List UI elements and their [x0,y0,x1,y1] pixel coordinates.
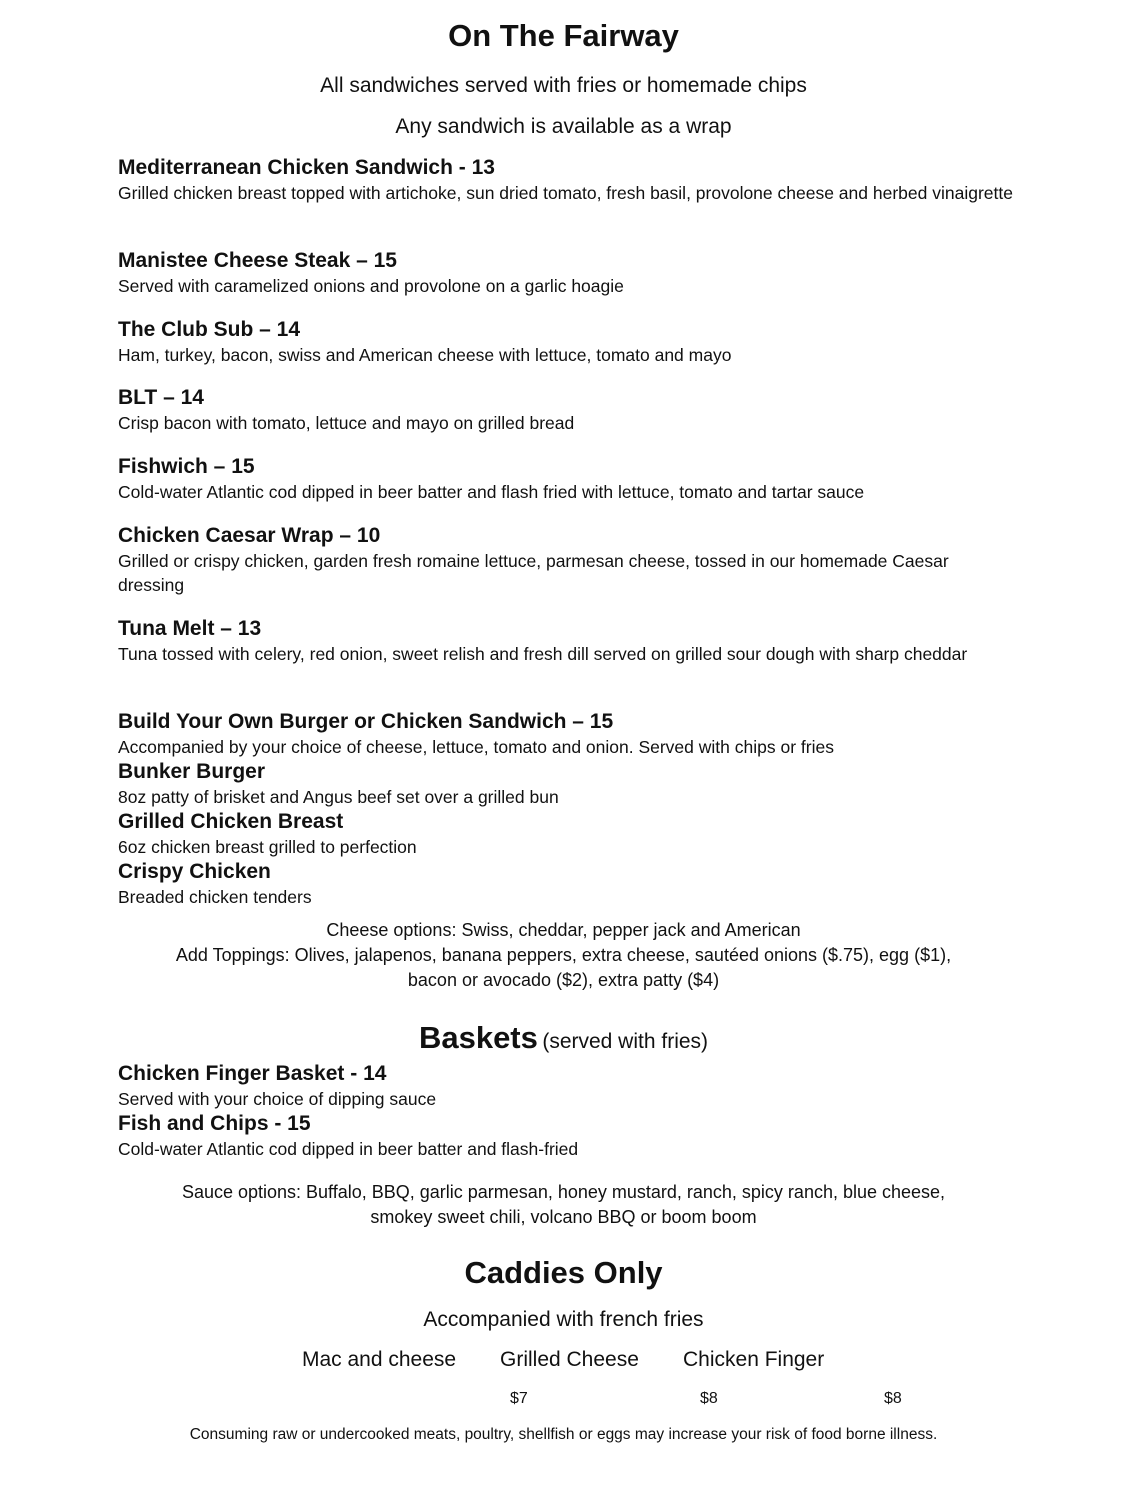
subtitle-wrap: Any sandwich is available as a wrap [395,115,732,138]
menu-item [118,248,1018,298]
caddy-price: $8 [700,1390,718,1407]
option-name: Grilled Chicken Breast [118,810,344,833]
option-description: 6oz chicken breast grilled to perfection [118,837,417,857]
item-description: Ham, turkey, bacon, swiss and American cheese with lettuce, tomato and mayo [118,345,732,365]
item-description: Served with caramelized onions and provolone on a garlic hoagie [118,276,624,296]
item-name: Chicken Finger Basket - 14 [118,1062,387,1085]
item-name: Fishwich – 15 [118,455,255,478]
subtitle-sides: All sandwiches served with fries or homemade chips [320,74,807,97]
item-name: Manistee Cheese Steak – 15 [118,249,397,272]
item-description: Served with your choice of dipping sauce [118,1089,437,1109]
toppings-note-line1: Add Toppings: Olives, jalapenos, banana peppers, extra cheese, sautéed onions ($.75), egg ($1), [175,945,952,965]
item-name: Tuna Melt – 13 [118,617,262,640]
menu-item [118,317,1018,367]
caddies-title: Caddies Only [464,1255,663,1290]
item-name: Fish and Chips - 15 [118,1112,311,1135]
menu-item [118,385,1018,435]
sauce-options-line1: Sauce options: Buffalo, BBQ, garlic parmesan, honey mustard, ranch, spicy ranch, blue cheese, [181,1182,946,1202]
cheese-options-note: Cheese options: Swiss, cheddar, pepper jack and American [326,920,801,940]
item-name: BLT – 14 [118,386,204,409]
item-description: Accompanied by your choice of cheese, lettuce, tomato and onion. Served with chips or fries [118,737,834,757]
menu-item [118,616,1018,666]
baskets-subtitle: (served with fries) [542,1030,709,1053]
food-safety-disclaimer: Consuming raw or undercooked meats, poultry, shellfish or eggs may increase your risk of food borne illness. [189,1426,938,1443]
caddy-price: $7 [510,1390,528,1407]
caddies-subtitle: Accompanied with french fries [423,1308,704,1331]
menu-item [118,155,1018,205]
build-your-own-item [118,709,1018,909]
caddy-option: Mac and cheese [302,1348,457,1371]
caddy-price: $8 [884,1390,902,1407]
caddy-option: Grilled Cheese [500,1348,639,1371]
option-name: Bunker Burger [118,760,266,783]
caddy-option: Chicken Finger [683,1348,825,1371]
item-name: Build Your Own Burger or Chicken Sandwich – 15 [118,710,614,733]
item-description: Grilled chicken breast topped with artichoke, sun dried tomato, fresh basil, provolone cheese and herbed vinaigrette [118,183,1013,203]
option-description: Breaded chicken tenders [118,887,312,907]
menu-item [118,523,1018,597]
menu-item [118,454,1018,504]
baskets-heading [0,1020,1127,1056]
item-name: The Club Sub – 14 [118,318,301,341]
item-description: Cold-water Atlantic cod dipped in beer batter and flash-fried [118,1139,579,1159]
sauce-options-line2: smokey sweet chili, volcano BBQ or boom boom [370,1207,757,1227]
toppings-note-line2: bacon or avocado ($2), extra patty ($4) [407,970,720,990]
item-description: Crisp bacon with tomato, lettuce and mayo on grilled bread [118,413,575,433]
item-name: Chicken Caesar Wrap – 10 [118,524,381,547]
item-name: Mediterranean Chicken Sandwich - 13 [118,156,495,179]
option-name: Crispy Chicken [118,860,271,883]
menu-item [118,1061,1018,1161]
item-description: Tuna tossed with celery, red onion, sweet relish and fresh dill served on grilled sour dough with sharp cheddar [118,644,968,664]
baskets-title: Baskets [418,1020,538,1055]
item-description: Grilled or crispy chicken, garden fresh romaine lettuce, parmesan cheese, tossed in our homemade Caesar dressing [118,551,949,595]
page-title: On The Fairway [448,18,679,53]
item-description: Cold-water Atlantic cod dipped in beer batter and flash fried with lettuce, tomato and tartar sauce [118,482,865,502]
option-description: 8oz patty of brisket and Angus beef set over a grilled bun [118,787,559,807]
